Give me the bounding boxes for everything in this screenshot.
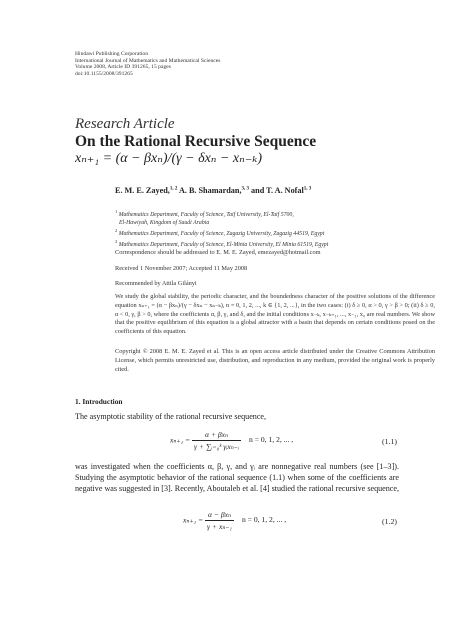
author-affil-mark: 1, 3 <box>303 186 312 192</box>
intro-paragraph-1: The asymptotic stability of the rational recursive sequence, <box>75 412 267 421</box>
eq2-fraction <box>205 510 234 531</box>
publisher-line: Hindawi Publishing Corporation <box>75 51 149 57</box>
eq1-fraction <box>192 430 241 451</box>
affiliation-line <box>115 238 435 249</box>
recommended-by: Recommended by Attila Gilányi <box>115 280 197 287</box>
eq2-condition: n = 0, 1, 2, ... , <box>241 515 287 525</box>
eq1-lhs: xₙ₊₁ = <box>170 435 191 445</box>
eq2-lhs: xₙ₊₁ = <box>183 515 204 525</box>
journal-header <box>75 51 220 77</box>
eq1-condition: n = 0, 1, 2, ... , <box>249 435 294 445</box>
affiliation-text: Mathematics Department, Faculty of Science, Taif University, El-Taif 5700, <box>118 211 294 218</box>
equation-number-1-2: (1.2) <box>382 517 397 526</box>
affiliation-line <box>115 219 435 227</box>
affiliation-line <box>115 208 435 219</box>
author-name: A. B. Shamardan, <box>178 186 242 195</box>
affiliations <box>115 208 435 250</box>
affiliation-text: Mathematics Department, Faculty of Science, El-Minia University, El Minia 61519, Egypt <box>118 242 329 249</box>
section-number: 1. <box>75 397 81 406</box>
copyright-notice: Copyright © 2008 E. M. E. Zayed et al. This is an open access article distributed under the Creative Commons Attribution License, which permits unrestricted use, distribution, and reproduction in any medium, provided the original work is properly cited. <box>115 348 435 373</box>
received-dates: Received 1 November 2007; Accepted 11 May 2008 <box>115 265 248 272</box>
eq1-numerator: α + βxₙ <box>192 430 241 441</box>
affiliation-line <box>115 227 435 238</box>
eq2-numerator: α − βxₙ <box>205 510 234 521</box>
article-type: Research Article <box>75 116 175 132</box>
affiliation-mark: 2 <box>115 228 118 234</box>
journal-line: International Journal of Mathematics and Mathematical Sciences <box>75 57 221 64</box>
equation-1-1 <box>170 430 293 451</box>
paper-title: On the Rational Recursive Sequence <box>75 133 317 150</box>
author-name: E. M. E. Zayed, <box>115 186 170 195</box>
eq1-denominator: γ + ∑ᵢ₌₀ᵏ γᵢxₙ₋ᵢ <box>194 442 240 451</box>
abstract-text: We study the global stability, the periodic character, and the boundedness character of the positive solutions of the difference equation xₙ₊₁ = (α − βxₙ)/(γ − δxₙ − xₙ₋ₖ), n = 0, 1, 2, ..., k ∈ {1, 2, ...}, in the two cases: (i) δ ≥ 0, α > 0, γ > β > 0; (ii) δ ≥ 0, α < 0, γ, β > 0, where the coefficients α, β, γ, and δ, and the initial conditions x₋ₖ, x₋ₖ₊₁, ..., x₋₁, x₀ are real numbers. We show that the positive equilibrium of this equation is a global attractor with a basin that depends on certain conditions posed on the coefficients of this equation. <box>115 293 435 336</box>
intro-paragraph-2: was investigated when the coefficients α, β, γ, and γᵢ are nonnegative real numbers (see [1–3]). Studying the asymptotic behavior of the rational sequence (1.1) when some of the coefficients are negative was suggested in [3]. Recently, Aboutaleb et al. [4] studied the rational recursive sequence, <box>75 462 400 493</box>
equation-number-1-1: (1.1) <box>382 437 397 446</box>
affiliation-text: Mathematics Department, Faculty of Science, Zagazig University, Zagazig 44519, Egypt <box>118 231 325 238</box>
affiliation-mark: 3 <box>115 239 118 245</box>
correspondence-note: Correspondence should be addressed to E. M. E. Zayed, emezayed@hotmail.com <box>115 249 321 256</box>
affiliation-text: El-Hawiyah, Kingdom of Saudi Arabia <box>119 220 210 227</box>
title-equation: xₙ₊₁ = (α − βxₙ)/(γ − δxₙ − xₙ₋ₖ) <box>75 151 262 166</box>
section-heading <box>75 397 123 406</box>
doi-line: doi:10.1155/2008/391265 <box>75 70 133 77</box>
author-affil-mark: 1, 2 <box>169 186 178 192</box>
eq2-denominator: γ + xₙ₋₁ <box>207 522 233 531</box>
author-list <box>115 186 311 195</box>
equation-1-2 <box>183 510 286 531</box>
author-name: T. A. Nofal <box>266 186 304 195</box>
affiliation-mark: 1 <box>115 209 118 214</box>
section-title: Introduction <box>82 397 123 406</box>
volume-line: Volume 2008, Article ID 391265, 15 pages <box>75 64 171 71</box>
author-affil-mark: 3, 3 <box>241 186 249 192</box>
author-conjunction: and <box>251 186 265 195</box>
